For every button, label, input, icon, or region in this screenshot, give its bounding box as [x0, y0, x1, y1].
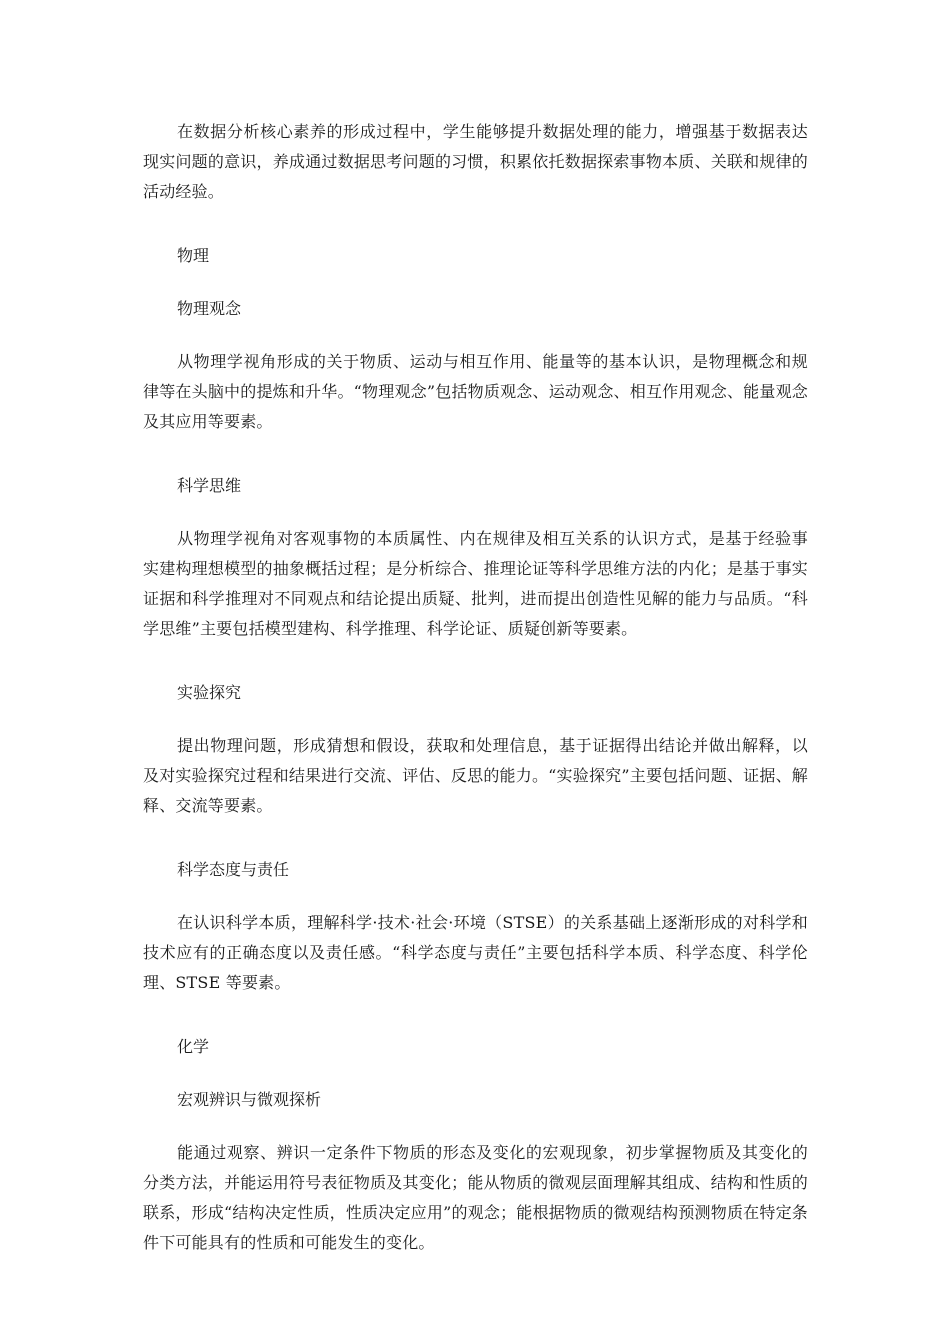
intro-paragraph: 在数据分析核心素养的形成过程中，学生能够提升数据处理的能力，增强基于数据表达现实问题的意识，养成通过数据思考问题的习惯，积累依托数据探索事物本质、关联和规律的活动经验。: [143, 122, 808, 201]
section-body-physics-concept: 从物理学视角形成的关于物质、运动与相互作用、能量等的基本认识，是物理概念和规律等在头脑中的提炼和升华。“物理观念”包括物质观念、运动观念、相互作用观念、能量观念及其应用等要素。: [143, 352, 808, 431]
section-heading-experimental-inquiry: 实验探究: [177, 683, 242, 702]
section-body-attitude-responsibility: 在认识科学本质，理解科学·技术·社会·环境（STSE）的关系基础上逐渐形成的对科学和技术应有的正确态度以及责任感。“科学态度与责任”主要包括科学本质、科学态度、科学伦理、STSE 等要素。: [143, 913, 808, 992]
subject-title-chemistry: 化学: [177, 1037, 210, 1056]
section-heading-scientific-thinking: 科学思维: [177, 476, 242, 495]
section-body-scientific-thinking: 从物理学视角对客观事物的本质属性、内在规律及相互关系的认识方式，是基于经验事实建构理想模型的抽象概括过程；是分析综合、推理论证等科学思维方法的内化；是基于事实证据和科学推理对不同观点和结论提出质疑、批判，进而提出创造性见解的能力与品质。“科学思维”主要包括模型建构、科学推理、科学论证、质疑创新等要素。: [143, 529, 808, 638]
section-heading-macro-micro: 宏观辨识与微观探析: [177, 1090, 322, 1109]
section-body-experimental-inquiry: 提出物理问题，形成猜想和假设，获取和处理信息，基于证据得出结论并做出解释，以及对实验探究过程和结果进行交流、评估、反思的能力。“实验探究”主要包括问题、证据、解释、交流等要素。: [143, 736, 808, 815]
section-heading-attitude-responsibility: 科学态度与责任: [177, 860, 290, 879]
subject-title-physics: 物理: [177, 246, 210, 265]
document-page: [143, 117, 808, 1258]
section-heading-physics-concept: 物理观念: [177, 299, 242, 318]
section-body-macro-micro: 能通过观察、辨识一定条件下物质的形态及变化的宏观现象，初步掌握物质及其变化的分类方法，并能运用符号表征物质及其变化；能从物质的微观层面理解其组成、结构和性质的联系，形成“结构决定性质，性质决定应用”的观念；能根据物质的微观结构预测物质在特定条件下可能具有的性质和可能发生的变化。: [143, 1143, 808, 1252]
